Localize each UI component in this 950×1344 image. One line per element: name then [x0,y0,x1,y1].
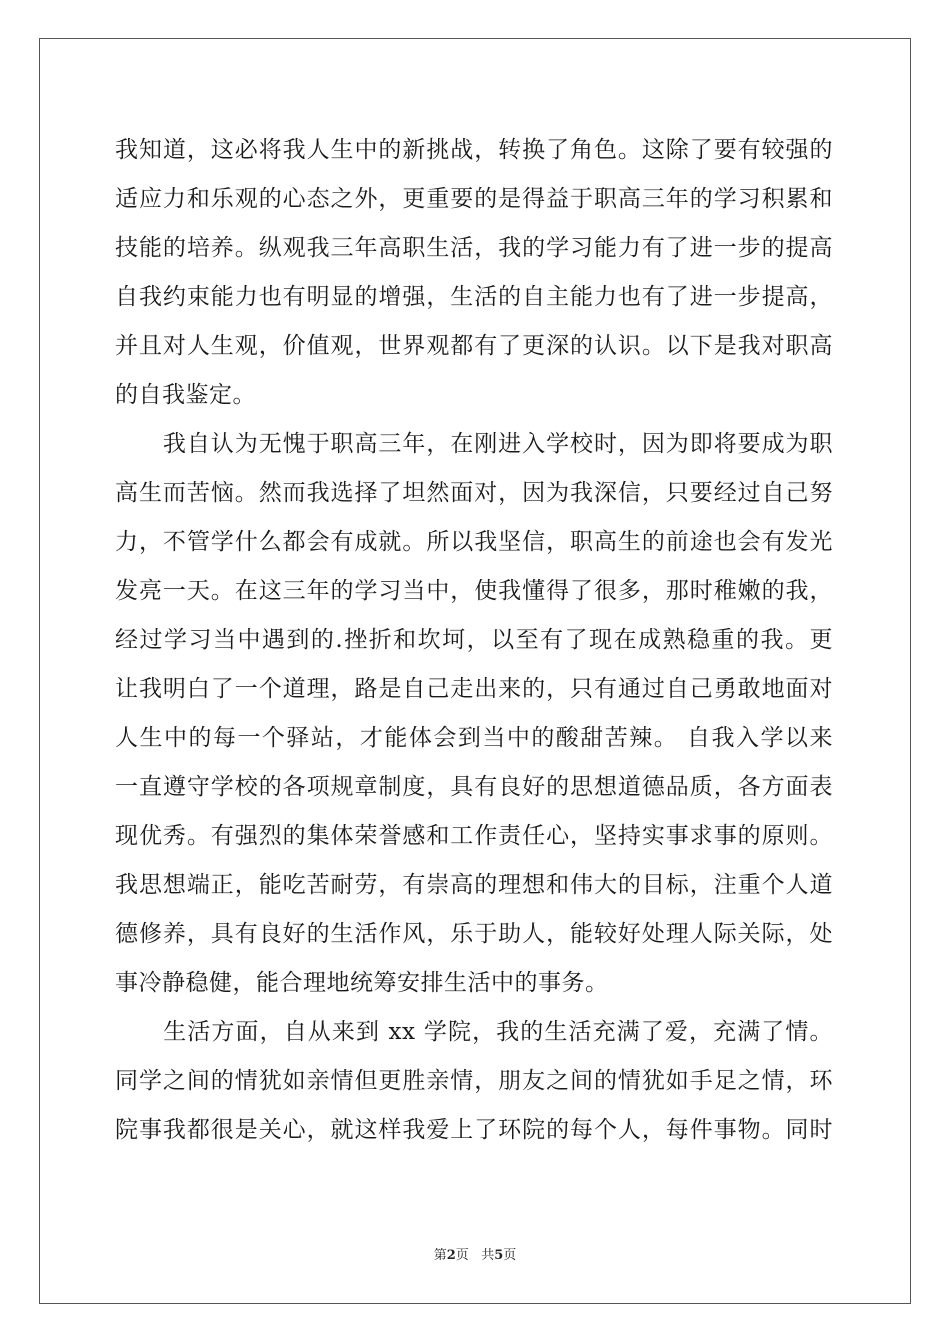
body-line: 发亮一天。在这三年的学习当中，使我懂得了很多，那时稚嫩的我， [115,578,833,604]
page-footer [0,1246,950,1266]
body-line: 自我约束能力也有明显的增强，生活的自主能力也有了进一步提高， [115,284,833,310]
body-line: 事冷静稳健，能合理地统筹安排生活中的事务。 [115,970,609,996]
body-line: 并且对人生观，价值观，世界观都有了更深的认识。以下是我对职高 [115,333,833,359]
body-line: 人生中的每一个驿站，才能体会到当中的酸甜苦辣。 自我入学以来 [115,725,833,751]
page-number-total: 5 [494,1248,504,1263]
document-body [115,128,833,1157]
body-line: 生活方面，自从来到 xx 学院，我的生活充满了爱，充满了情。 [115,1019,833,1045]
body-line: 高生而苦恼。然而我选择了坦然面对，因为我深信，只要经过自己努 [115,480,833,506]
total-prefix: 共 [481,1248,495,1263]
page-suffix: 页 [455,1248,469,1263]
body-line: 技能的培养。纵观我三年高职生活，我的学习能力有了进一步的提高 [115,235,833,261]
body-line: 我知道，这必将我人生中的新挑战，转换了角色。这除了要有较强的 [115,137,833,163]
body-line: 我思想端正，能吃苦耐劳，有崇高的理想和伟大的目标，注重个人道 [115,872,833,898]
body-line: 我自认为无愧于职高三年，在刚进入学校时，因为即将要成为职 [115,431,833,457]
page-prefix: 第 [433,1248,447,1263]
total-suffix: 页 [503,1248,517,1263]
body-line: 一直遵守学校的各项规章制度，具有良好的思想道德品质，各方面表 [115,774,833,800]
body-line: 同学之间的情犹如亲情但更胜亲情，朋友之间的情犹如手足之情，环 [115,1068,833,1094]
body-line: 的自我鉴定。 [115,382,256,408]
body-line: 院事我都很是关心，就这样我爱上了环院的每个人，每件事物。同时 [115,1117,833,1143]
body-line: 现优秀。有强烈的集体荣誉感和工作责任心，坚持实事求事的原则。 [115,823,833,849]
page-number-current: 2 [446,1248,456,1263]
body-line: 经过学习当中遇到的.挫折和坎坷，以至有了现在成熟稳重的我。更 [115,627,833,653]
body-line: 力，不管学什么都会有成就。所以我坚信，职高生的前途也会有发光 [115,529,833,555]
body-line: 德修养，具有良好的生活作风，乐于助人，能较好处理人际关际，处 [115,921,833,947]
body-line: 让我明白了一个道理，路是自己走出来的，只有通过自己勇敢地面对 [115,676,833,702]
body-line: 适应力和乐观的心态之外，更重要的是得益于职高三年的学习积累和 [115,186,833,212]
